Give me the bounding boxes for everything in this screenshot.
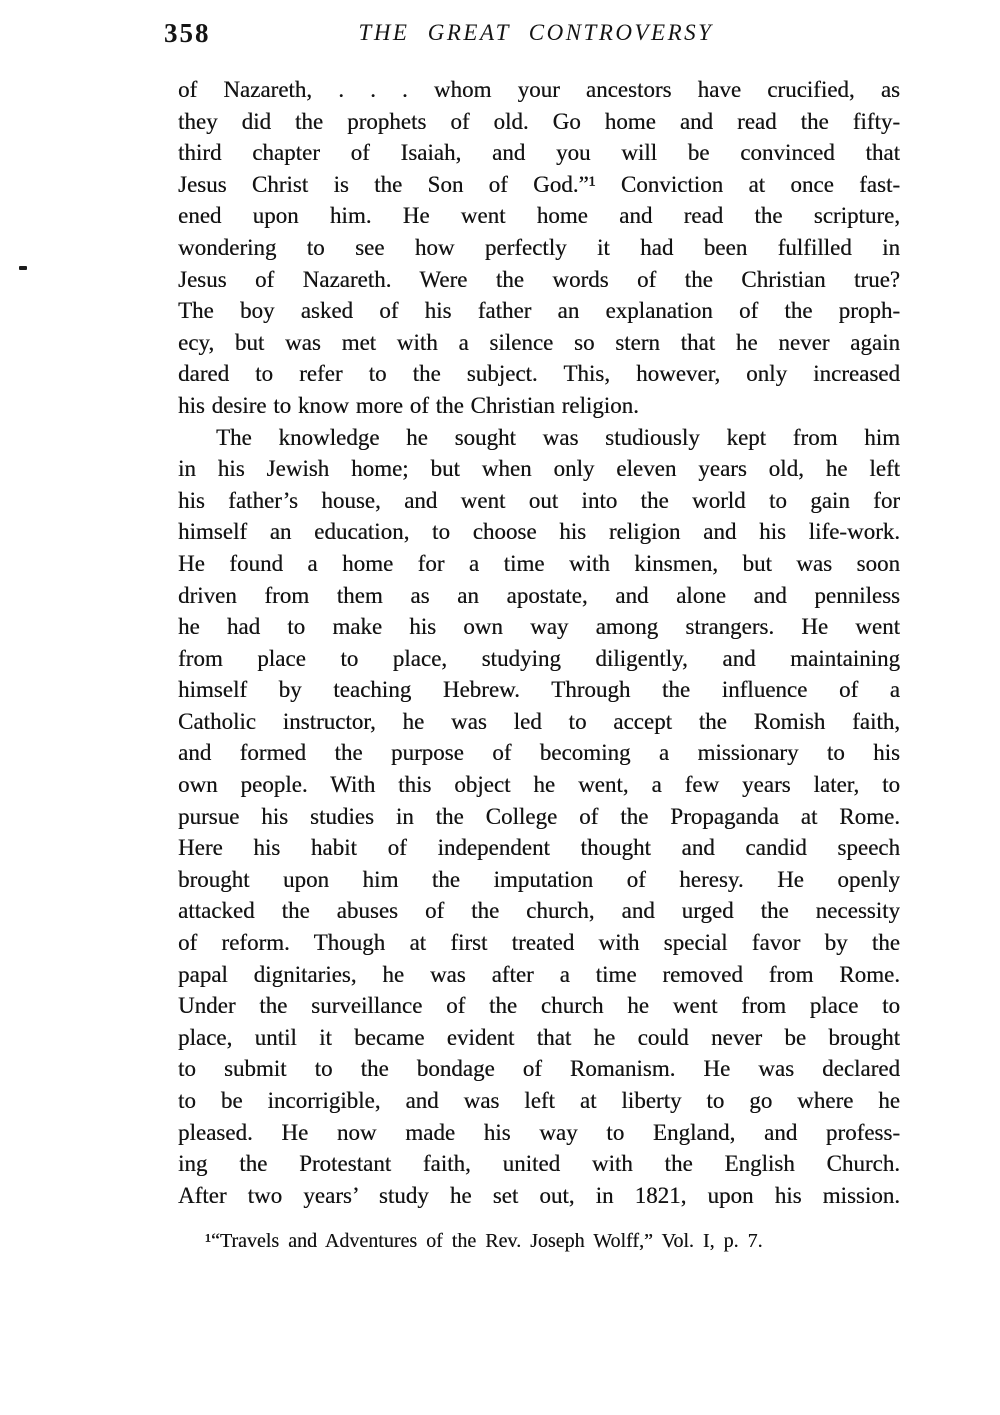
text-line: and formed the purpose of becoming a missionary to his [178, 740, 900, 766]
text-line: wondering to see how perfectly it had been fulfilled in [178, 234, 900, 260]
text-line: to be incorrigible, and was left at liberty to go where he [178, 1088, 900, 1113]
text-line: pursue his studies in the College of the Propaganda at Rome. [178, 803, 900, 829]
text-line: papal dignitaries, he was after a time removed from Rome. [178, 961, 900, 987]
text-line: himself an education, to choose his religion and his life-work. [178, 519, 900, 545]
text-line: his desire to know more of the Christian religion. [178, 392, 639, 418]
text-line: dared to refer to the subject. This, however, only increased [178, 361, 900, 387]
text-line: Jesus Christ is the Son of God.”¹ Conviction at once fast- [178, 171, 900, 197]
page-number: 358 [164, 18, 211, 48]
text-line: Jesus of Nazareth. Were the words of the Christian true? [178, 266, 900, 292]
text-line: place, until it became evident that he could never be brought [178, 1024, 900, 1050]
text-line: to submit to the bondage of Romanism. He was declared [178, 1056, 900, 1082]
text-line: attacked the abuses of the church, and urged the necessity [178, 898, 900, 924]
text-line: third chapter of Isaiah, and you will be convinced that [178, 140, 900, 166]
text-line: ecy, but was met with a silence so stern that he never again [178, 329, 900, 355]
text-line: in his Jewish home; but when only eleven years old, he left [178, 456, 900, 482]
body-text [178, 74, 900, 1211]
text-line: his father’s house, and went out into the world to gain for [178, 487, 900, 513]
text-line: Under the surveillance of the church he went from place to [178, 993, 900, 1019]
text-line: of reform. Though at first treated with special favor by the [178, 930, 900, 956]
text-line: himself by teaching Hebrew. Through the influence of a [178, 677, 900, 703]
text-line: Here his habit of independent thought and candid speech [178, 835, 900, 861]
scan-artifact-speck [19, 266, 27, 270]
footnote: ¹“Travels and Adventures of the Rev. Joseph Wolff,” Vol. I, p. 7. [205, 1230, 763, 1252]
text-line: Catholic instructor, he was led to accept the Romish faith, [178, 708, 900, 734]
text-line: of Nazareth, . . . whom your ancestors have crucified, as [178, 77, 900, 102]
text-line: own people. With this object he went, a few years later, to [178, 772, 900, 798]
paragraph [178, 422, 900, 1212]
text-line: The boy asked of his father an explanation of the proph- [178, 298, 900, 324]
running-title: THE GREAT CONTROVERSY [358, 20, 714, 45]
text-line: ing the Protestant faith, united with the English Church. [178, 1151, 900, 1177]
text-line: driven from them as an apostate, and alone and penniless [178, 582, 900, 608]
text-line: they did the prophets of old. Go home and read the fifty- [178, 108, 900, 134]
text-line: After two years’ study he set out, in 1821, upon his mission. [178, 1182, 900, 1208]
text-line: brought upon him the imputation of heresy. He openly [178, 866, 900, 892]
text-line: He found a home for a time with kinsmen, but was soon [178, 550, 900, 576]
page-header [164, 16, 900, 50]
paragraph [178, 74, 900, 422]
text-line: pleased. He now made his way to England, and profess- [178, 1119, 900, 1145]
text-line: from place to place, studying diligently, and maintaining [178, 645, 900, 671]
text-line: The knowledge he sought was studiously kept from him [216, 424, 900, 450]
text-line: he had to make his own way among strangers. He went [178, 614, 900, 640]
text-line: ened upon him. He went home and read the scripture, [178, 203, 900, 229]
